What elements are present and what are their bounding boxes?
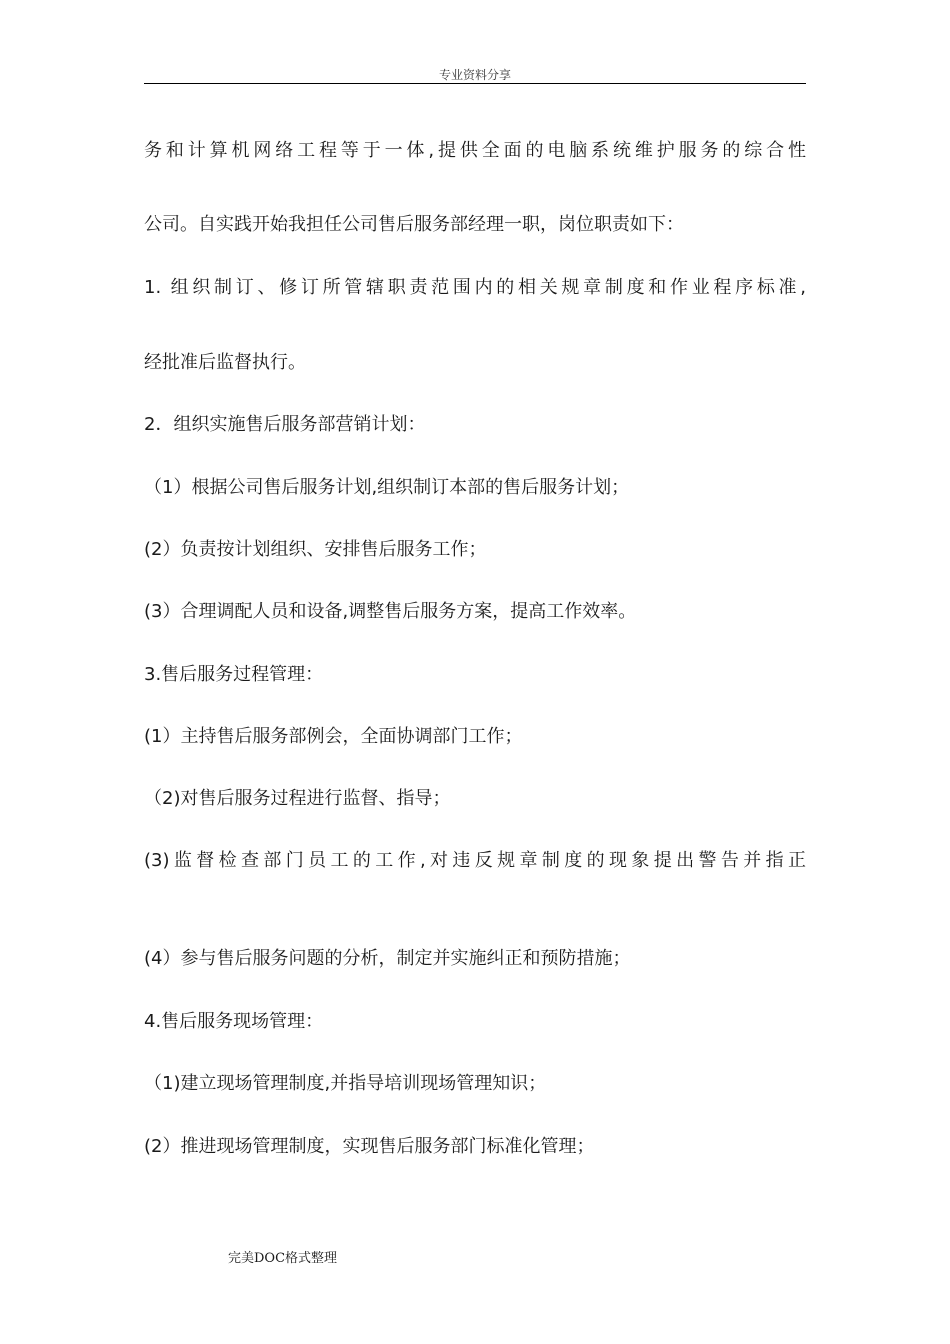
body-line: 经批准后监督执行。 — [144, 352, 306, 373]
body-line: (1）主持售后服务部例会，全面协调部门工作； — [144, 726, 523, 747]
body-line: 务和计算机网络工程等于一体,提供全面的电脑系统维护服务的综合性 — [144, 140, 806, 161]
page-footer: 完美DOC格式整理 — [228, 1251, 338, 1266]
header-divider — [144, 83, 806, 84]
body-line: （2)对售后服务过程进行监督、指导； — [144, 788, 451, 809]
body-line: (2）推进现场管理制度，实现售后服务部门标准化管理； — [144, 1136, 595, 1157]
body-line: （1)建立现场管理制度,并指导培训现场管理知识； — [144, 1073, 547, 1094]
body-line: (3）合理调配人员和设备,调整售后服务方案，提高工作效率。 — [144, 601, 637, 622]
body-line: 3.售后服务过程管理： — [144, 664, 324, 685]
body-line: (3)监督检查部门员工的工作,对违反规章制度的现象提出警告并指正 — [144, 850, 806, 871]
body-line: 公司。自实践开始我担任公司售后服务部经理一职，岗位职责如下： — [144, 214, 684, 235]
page-header: 专业资料分享 — [438, 68, 511, 82]
body-line: 2．组织实施售后服务部营销计划： — [144, 414, 426, 435]
body-line: (4）参与售后服务问题的分析，制定并实施纠正和预防措施； — [144, 948, 631, 969]
body-line: 1. 组织制订、修订所管辖职责范围内的相关规章制度和作业程序标准, — [144, 277, 806, 298]
body-line: （1）根据公司售后服务计划,组织制订本部的售后服务计划； — [144, 477, 630, 498]
body-line: (2）负责按计划组织、安排售后服务工作； — [144, 539, 487, 560]
body-line: 4.售后服务现场管理： — [144, 1011, 324, 1032]
